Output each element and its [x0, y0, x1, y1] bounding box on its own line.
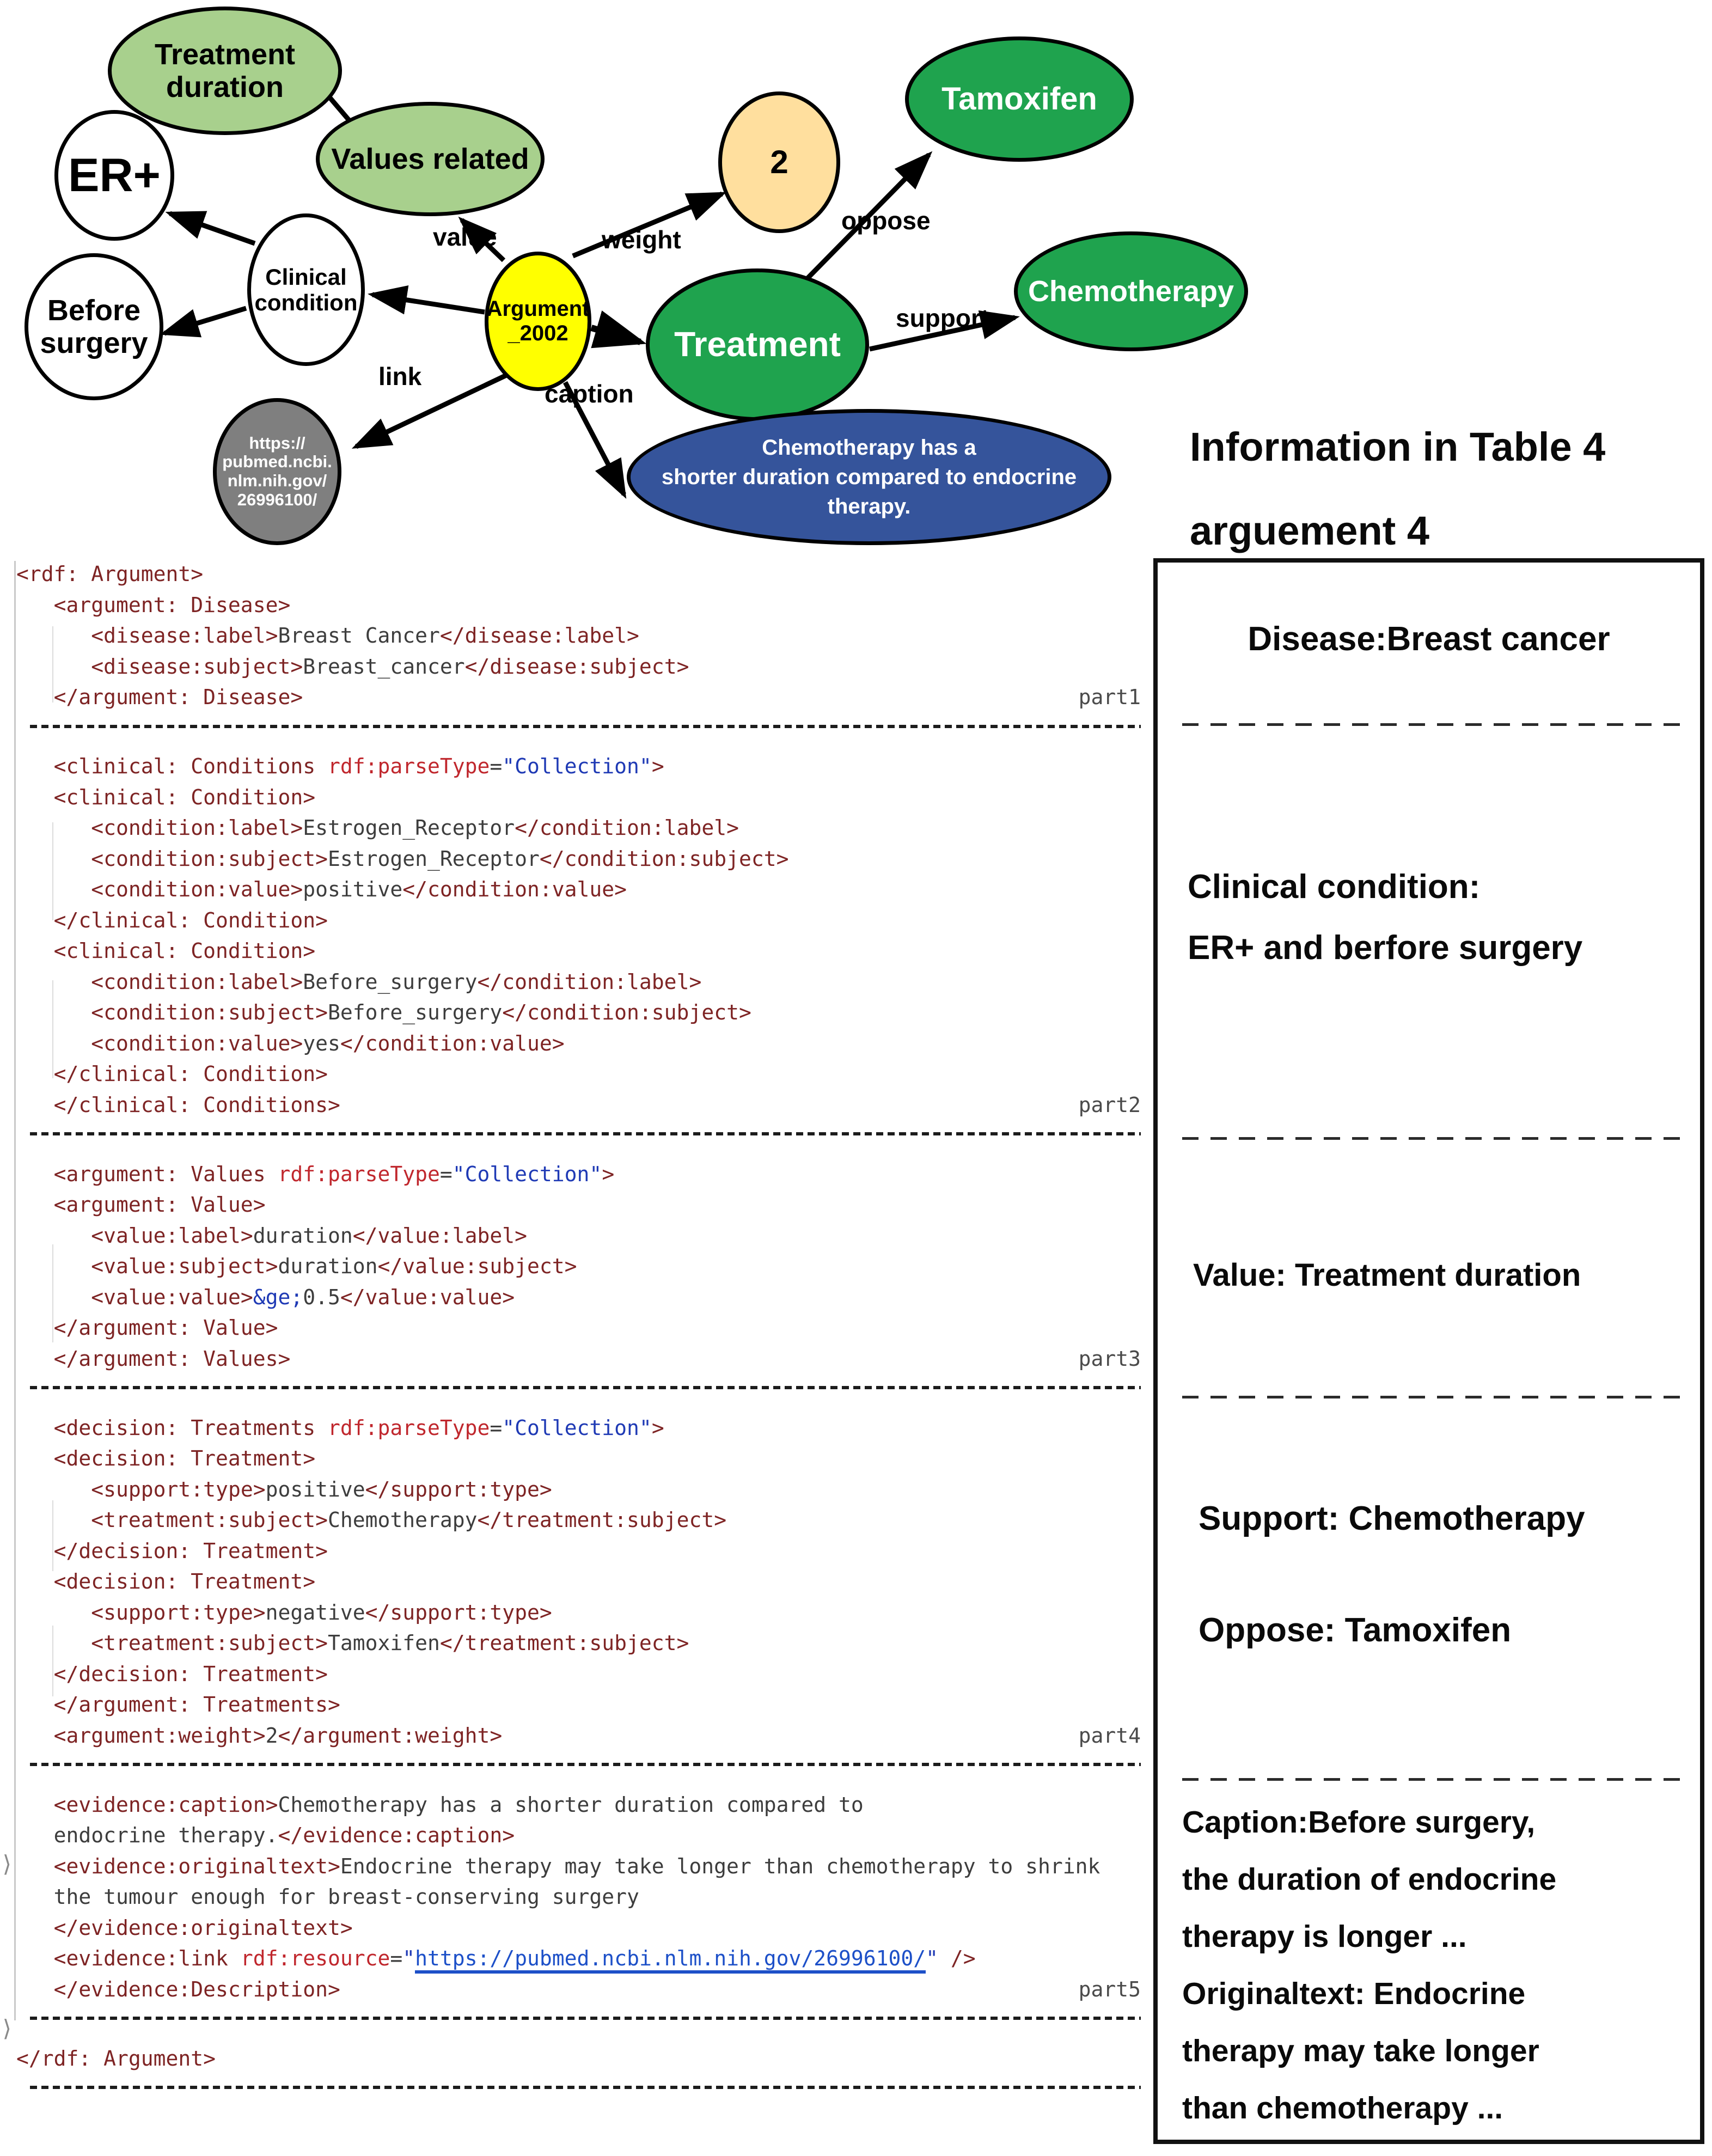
code-line — [16, 1976, 1141, 2002]
part-label: part4 — [1078, 1723, 1141, 1748]
code-line — [16, 784, 1141, 810]
code-token: = — [439, 1162, 453, 1186]
node-clinical-condition — [247, 213, 365, 366]
code-line — [16, 1568, 1141, 1595]
code-token — [16, 1539, 54, 1563]
dashed-separator — [30, 725, 1141, 728]
code-token — [16, 1416, 54, 1440]
code-token — [16, 655, 91, 679]
code-token: </clinical: Condition> — [53, 908, 328, 932]
node-label: shorter duration compared to endocrine — [661, 465, 1077, 489]
code-token: </disease:subject> — [464, 654, 689, 679]
code-token: <value:subject> — [91, 1254, 278, 1278]
annotation-title-line1: Information in Table 4 — [1190, 424, 1606, 469]
code-line — [16, 1661, 1141, 1687]
code-token: <decision: Treatment> — [53, 1446, 316, 1470]
code-line — [16, 1192, 1141, 1218]
panel-caption-line: the duration of endocrine — [1182, 1862, 1557, 1897]
part-label: part1 — [1078, 685, 1141, 709]
code-token: <clinical: Condition> — [53, 939, 316, 963]
code-token — [16, 754, 54, 778]
code-line — [16, 622, 1141, 649]
code-token — [16, 1693, 54, 1717]
code-line — [16, 1030, 1141, 1056]
code-token: duration — [278, 1254, 378, 1278]
code-line — [16, 1853, 1141, 1879]
node-weight-value — [718, 91, 840, 233]
node-label: Treatment — [674, 325, 841, 364]
code-line — [16, 1315, 1141, 1341]
code-left-border — [14, 561, 16, 2020]
code-line — [16, 999, 1141, 1025]
code-line — [16, 1915, 1141, 1941]
code-line — [16, 1445, 1141, 1471]
code-token: <support:type> — [91, 1600, 266, 1624]
code-token: rdf:parseType — [278, 1162, 440, 1186]
code-token: </evidence:Description> — [53, 1977, 340, 2001]
code-token: </argument: Value> — [53, 1316, 278, 1340]
code-token: <disease:label> — [91, 624, 278, 648]
code-token: </value:subject> — [377, 1254, 577, 1278]
code-token: </support:type> — [365, 1600, 552, 1624]
code-line — [16, 1161, 1141, 1187]
code-token: Before_surgery — [303, 969, 478, 994]
code-token: the tumour enough for breast-conserving surgery — [53, 1885, 639, 1909]
code-line — [16, 1284, 1141, 1310]
code-token: <disease:subject> — [91, 654, 303, 679]
node-label: _2002 — [508, 321, 568, 345]
code-token — [16, 1093, 54, 1117]
edge-label-link: link — [378, 362, 422, 390]
node-tamoxifen — [905, 36, 1134, 162]
code-token — [16, 624, 91, 648]
code-line — [16, 1945, 1141, 1971]
code-line — [16, 815, 1141, 841]
code-token: </rdf: Argument> — [16, 2046, 216, 2071]
code-token — [16, 1793, 54, 1817]
code-token — [16, 1631, 91, 1655]
panel-support: Support: Chemotherapy — [1199, 1500, 1585, 1537]
code-token: </condition:subject> — [539, 846, 789, 871]
code-token: </decision: Treatment> — [53, 1538, 328, 1563]
code-token: </argument: Disease> — [53, 685, 303, 709]
code-token: </condition:subject> — [502, 1000, 751, 1024]
code-line — [16, 2045, 1141, 2072]
code-token: <argument:weight> — [53, 1723, 266, 1748]
code-line — [16, 753, 1141, 779]
code-token: </condition:label> — [477, 969, 702, 994]
node-label: 26996100/ — [237, 490, 317, 509]
code-token: </condition:value> — [402, 877, 627, 901]
code-token — [16, 1316, 54, 1340]
node-caption-text — [627, 409, 1111, 545]
node-treatment-duration — [108, 7, 342, 135]
code-token: Chemotherapy has a shorter duration compared to — [278, 1792, 864, 1817]
code-line — [16, 907, 1141, 933]
code-token: <argument: Value> — [53, 1193, 266, 1217]
code-token — [16, 816, 91, 840]
code-token: /> — [938, 1946, 976, 1970]
code-token: <rdf: Argument> — [16, 562, 204, 586]
code-token: " — [926, 1946, 939, 1970]
code-line — [16, 1092, 1141, 1118]
code-token: </argument: Treatments> — [53, 1693, 340, 1717]
node-values-related — [316, 102, 545, 216]
code-token: <condition:subject> — [91, 846, 328, 871]
code-token: <decision: Treatments — [53, 1415, 328, 1440]
code-token: 2 — [265, 1723, 278, 1748]
code-token: "Collection" — [452, 1162, 602, 1186]
code-token: <condition:subject> — [91, 1000, 328, 1024]
code-token — [16, 1601, 91, 1624]
code-token: negative — [265, 1600, 365, 1624]
code-token — [16, 1347, 54, 1371]
node-label: pubmed.ncbi. — [222, 452, 332, 472]
edge-label-oppose: oppose — [841, 206, 931, 235]
panel-caption-line: Originaltext: Endocrine — [1182, 1976, 1526, 2011]
code-token — [16, 1285, 91, 1309]
code-token — [16, 908, 54, 932]
code-token: <value:value> — [91, 1285, 253, 1309]
code-token: <condition:value> — [91, 1031, 303, 1055]
node-label: ER+ — [68, 149, 161, 201]
edge-label-support: support — [896, 304, 989, 332]
node-label: 2 — [770, 144, 788, 181]
node-label: Chemotherapy has a — [762, 436, 976, 460]
code-line — [16, 938, 1141, 964]
code-token: 0.5 — [303, 1285, 340, 1309]
code-token: Tamoxifen — [327, 1631, 440, 1655]
code-token: <argument: Values — [53, 1162, 278, 1186]
code-token — [16, 1162, 54, 1186]
code-token: </evidence:caption> — [278, 1823, 515, 1847]
code-token: " — [402, 1946, 415, 1970]
code-token: > — [602, 1162, 615, 1186]
code-token: yes — [303, 1031, 340, 1055]
stray-bracket-mark: ⟩ — [0, 2015, 14, 2042]
stray-bracket-mark: ⟩ — [0, 1850, 14, 1877]
panel-divider — [1182, 1137, 1680, 1140]
code-token: Breast_cancer — [303, 654, 465, 679]
code-token — [16, 1977, 54, 2001]
node-label: surgery — [40, 327, 148, 359]
code-token — [16, 685, 54, 709]
panel-oppose: Oppose: Tamoxifen — [1199, 1611, 1512, 1649]
code-token — [16, 1724, 54, 1748]
code-token — [16, 1477, 91, 1501]
code-line — [16, 1346, 1141, 1372]
edge-condition-to-er — [170, 213, 255, 243]
edge-argument-to-treatment — [591, 328, 640, 342]
node-label: duration — [166, 71, 284, 103]
code-token: "Collection" — [502, 1415, 652, 1440]
code-line — [16, 592, 1141, 618]
code-token — [16, 1662, 54, 1686]
panel-caption-line: therapy is longer ... — [1182, 1919, 1467, 1954]
code-token: <treatment:subject> — [91, 1631, 328, 1655]
code-token: </support:type> — [365, 1477, 552, 1501]
node-evidence-link[interactable] — [213, 398, 341, 545]
panel-divider — [1182, 1778, 1680, 1781]
code-token: <support:type> — [91, 1477, 266, 1501]
node-label: nlm.nih.gov/ — [227, 471, 327, 490]
panel-caption-line: Caption:Before surgery, — [1182, 1805, 1536, 1840]
code-line — [16, 1223, 1141, 1249]
code-line — [16, 1884, 1141, 1910]
code-token — [16, 939, 54, 963]
edge-label-weight: weight — [602, 225, 681, 254]
code-token: <decision: Treatment> — [53, 1569, 316, 1593]
code-token: <evidence:link — [53, 1946, 241, 1970]
code-line — [16, 1630, 1141, 1656]
code-line — [16, 876, 1141, 902]
code-token: > — [651, 1415, 664, 1440]
code-line — [16, 1415, 1141, 1441]
panel-clinical-line2: ER+ and berfore surgery — [1188, 929, 1583, 967]
code-line — [16, 1723, 1141, 1749]
node-chemotherapy — [1014, 231, 1248, 351]
code-token: > — [651, 754, 664, 778]
node-label: https:// — [249, 433, 305, 453]
code-token: positive — [303, 877, 403, 901]
code-token: </condition:label> — [515, 816, 739, 840]
node-label: Chemotherapy — [1028, 274, 1234, 308]
code-token: </disease:label> — [439, 624, 639, 648]
code-token: </treatment:subject> — [477, 1508, 727, 1532]
code-token — [16, 785, 54, 809]
annotation-title-line2: arguement 4 — [1190, 508, 1430, 553]
code-token — [16, 1508, 91, 1532]
code-token: <treatment:subject> — [91, 1508, 328, 1532]
code-line — [16, 1061, 1141, 1087]
code-token: = — [490, 1415, 503, 1440]
part-label: part5 — [1078, 1977, 1141, 2001]
code-token — [16, 1946, 54, 1970]
code-line — [16, 653, 1141, 680]
code-line — [16, 1253, 1141, 1279]
code-token: Breast Cancer — [278, 624, 440, 648]
edge-label-caption: caption — [545, 380, 634, 408]
code-token: &ge; — [253, 1285, 303, 1309]
code-line — [16, 1822, 1141, 1848]
code-token — [16, 1031, 91, 1055]
node-label: Before — [47, 294, 141, 327]
code-token: </clinical: Conditions> — [53, 1092, 340, 1117]
code-token — [16, 593, 54, 617]
code-token — [16, 1446, 54, 1470]
code-token: <evidence:originaltext> — [53, 1854, 340, 1878]
code-token: <condition:label> — [91, 816, 303, 840]
panel-divider — [1182, 1396, 1680, 1398]
code-token — [16, 1823, 54, 1847]
code-line — [16, 684, 1141, 710]
node-label: Values related — [331, 142, 529, 175]
code-line — [16, 1599, 1141, 1626]
node-label: Clinical — [265, 264, 347, 290]
code-token: </argument: Values> — [53, 1346, 291, 1371]
panel-value: Value: Treatment duration — [1193, 1257, 1581, 1293]
code-token: endocrine therapy. — [53, 1823, 278, 1847]
code-token — [16, 1854, 54, 1878]
code-token: duration — [253, 1223, 353, 1248]
code-token — [16, 1569, 54, 1593]
code-token: <evidence:caption> — [53, 1792, 278, 1817]
panel-clinical-line1: Clinical condition: — [1188, 868, 1481, 906]
code-token: = — [490, 754, 503, 778]
panel-disease: Disease:Breast cancer — [1248, 620, 1610, 658]
code-token: <clinical: Conditions — [53, 754, 328, 778]
code-token: </evidence:originaltext> — [53, 1915, 353, 1940]
node-er-positive — [54, 110, 174, 241]
node-label: Tamoxifen — [941, 81, 1097, 117]
code-token: Chemotherapy — [327, 1508, 478, 1532]
code-line — [16, 1538, 1141, 1564]
code-token: </value:label> — [352, 1223, 528, 1248]
dashed-separator — [30, 2086, 1141, 2089]
code-token: <condition:label> — [91, 969, 303, 994]
code-token: <argument: Disease> — [53, 593, 291, 617]
code-token: </argument:weight> — [278, 1723, 503, 1748]
code-token: <condition:value> — [91, 877, 303, 901]
edge-label-value: value — [433, 223, 497, 251]
code-token: rdf:resource — [240, 1946, 390, 1970]
evidence-link-url[interactable]: https://pubmed.ncbi.nlm.nih.gov/26996100/ — [415, 1946, 926, 1974]
code-line — [16, 1792, 1141, 1818]
code-token: rdf:parseType — [327, 754, 490, 778]
node-before-surgery — [25, 253, 163, 400]
summary-panel — [1153, 558, 1704, 2144]
code-token: </condition:value> — [340, 1031, 565, 1055]
code-token: <clinical: Condition> — [53, 785, 316, 809]
code-token: </treatment:subject> — [439, 1631, 689, 1655]
code-token — [16, 970, 91, 994]
code-token — [16, 1193, 54, 1217]
dashed-separator — [30, 1132, 1141, 1135]
node-argument-2002 — [485, 252, 591, 391]
code-token: <value:label> — [91, 1223, 253, 1248]
panel-caption-line: than chemotherapy ... — [1182, 2091, 1503, 2126]
panel-divider — [1182, 723, 1680, 726]
code-token: Endocrine therapy may take longer than chemotherapy to shrink — [340, 1854, 1100, 1878]
code-token: rdf:parseType — [327, 1415, 490, 1440]
code-line — [16, 969, 1141, 995]
node-treatment — [646, 268, 869, 421]
code-token: Estrogen_Receptor — [303, 816, 515, 840]
code-token — [16, 1224, 91, 1248]
part-label: part3 — [1078, 1346, 1141, 1371]
code-line — [16, 561, 1141, 587]
dashed-separator — [30, 1386, 1141, 1389]
code-token: </decision: Treatment> — [53, 1662, 328, 1686]
node-label: Argument — [486, 297, 590, 321]
code-token — [16, 1062, 54, 1086]
code-token — [16, 1916, 54, 1940]
code-line — [16, 1507, 1141, 1533]
code-token — [16, 1885, 54, 1909]
code-token: = — [390, 1946, 403, 1970]
code-token: </clinical: Condition> — [53, 1062, 328, 1086]
node-label: condition — [254, 290, 358, 315]
node-label: therapy. — [827, 494, 911, 518]
code-token: Estrogen_Receptor — [327, 846, 540, 871]
node-label: Treatment — [154, 38, 296, 71]
code-line — [16, 1476, 1141, 1503]
code-token — [16, 847, 91, 871]
code-token: </value:value> — [340, 1285, 515, 1309]
code-line — [16, 1691, 1141, 1718]
code-line — [16, 846, 1141, 872]
code-token: positive — [265, 1477, 365, 1501]
code-token — [16, 1254, 91, 1278]
panel-caption-line: therapy may take longer — [1182, 2033, 1539, 2068]
part-label: part2 — [1078, 1092, 1141, 1117]
code-token — [16, 1000, 91, 1024]
code-token: Before_surgery — [327, 1000, 503, 1024]
dashed-separator — [30, 1763, 1141, 1766]
code-token — [16, 877, 91, 901]
code-token: "Collection" — [502, 754, 652, 778]
edge-condition-to-before-surgery — [164, 308, 246, 333]
edge-argument-to-condition — [372, 295, 485, 312]
dashed-separator — [30, 2017, 1141, 2020]
